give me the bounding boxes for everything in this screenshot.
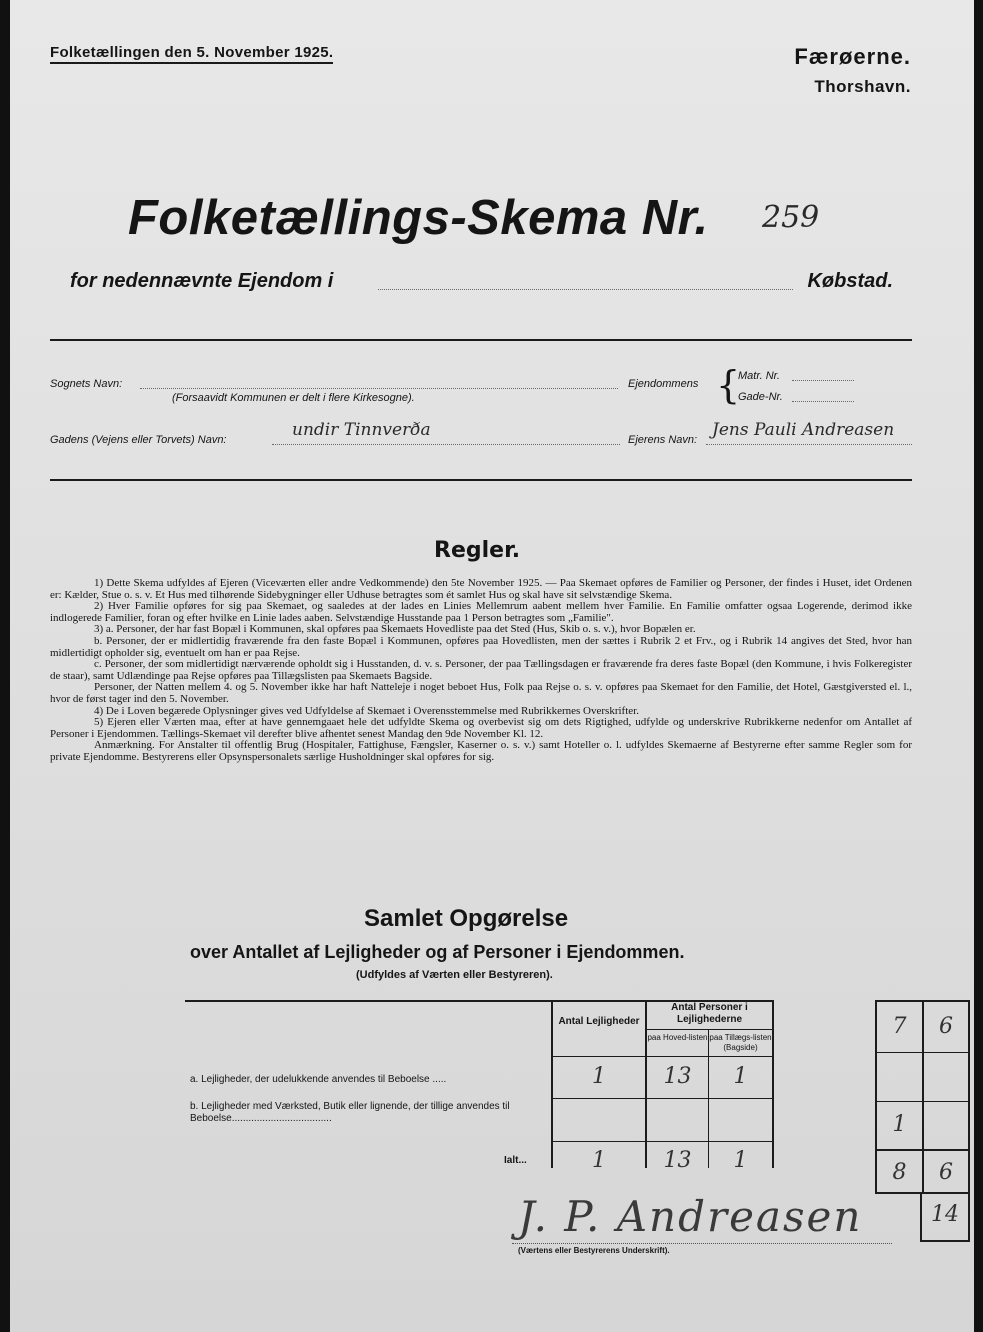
rule-3b: b. Personer, der er midlertidig fraværende fra den faste Bopæl i Kommunen, opføres paa Hovedlisten, men der sættes i Rubrik 2 et Frv., og i Rubrik 14 angives det Sted, hvor han midlertidigt opholder sig, eventuelt om han er paa Rejse. xyxy=(50,634,912,659)
rules-text xyxy=(50,578,912,764)
signature-handwritten: J. P. Andreasen xyxy=(518,1192,863,1241)
street-value-handwritten: undir Tinnverða xyxy=(292,420,431,440)
col-header-tillaegslisten: paa Tillægs-listen (Bagside) xyxy=(709,1033,772,1052)
census-date-header: Folketællingen den 5. November 1925. xyxy=(50,44,333,64)
municipality-dotted-line xyxy=(378,289,793,290)
col-header-antal: Antal Lejligheder xyxy=(558,1016,640,1027)
top-rule xyxy=(50,339,912,341)
owner-label: Ejerens Navn: xyxy=(628,434,698,446)
side-tally-box xyxy=(875,1000,970,1194)
right-scan-edge xyxy=(974,0,983,1332)
signature-line xyxy=(512,1243,892,1244)
left-scan-edge xyxy=(0,0,10,1332)
subtitle-right: Købstad. xyxy=(807,270,893,292)
rule-4: 4) De i Loven begærede Oplysninger gives ved Udfyldelse af Skemaet i Overensstemmelse med Rubrikkernes Overskrifter. xyxy=(94,704,639,717)
rules-heading: Regler. xyxy=(434,538,521,563)
row-a-antal: 1 xyxy=(592,1064,606,1089)
rule-3c: c. Personer, der som midlertidigt nærværende opholdt sig i Husstanden, d. v. s. Personer, der paa Tællingsdagen er fraværende fra deres faste Bopæl (den Kommune, i hvis Folkeregister de staar), samt Udlændinge paa Rejse opføres paa Tillægslisten paa Skemaets Bagside. xyxy=(50,658,912,682)
row-total-hoved: 13 xyxy=(663,1148,692,1173)
gade-nr-dotted-line xyxy=(792,401,854,402)
rule-night: Personer, der Natten mellem 4. og 5. November ikke har haft Natteleje i noget beboet Hus, Folk paa Rejse o. s. v. opføres paa Skemaet for den Familie, det Hotel, Gæstgiversted el. l., hvor de først tager ind den 5. November. xyxy=(50,681,912,705)
matr-nr-dotted-line xyxy=(792,380,854,381)
summary-note: (Udfyldes af Værten eller Bestyreren). xyxy=(356,969,553,981)
parish-dotted-line xyxy=(140,388,618,389)
rule-3a: 3) a. Personer, der har fast Bopæl i Kommunen, skal opføres paa Skemaets Hovedliste paa det Sted (Hus, Skib o. s. v.), hvor Bopælen er. xyxy=(94,623,696,636)
parish-label: Sognets Navn: xyxy=(50,378,123,390)
street-label: Gadens (Vejens eller Torvets) Navn: xyxy=(50,434,227,446)
row-total-label: Ialt... xyxy=(504,1155,527,1166)
row-b-label: b. Lejligheder med Værksted, Butik eller lignende, der tillige anvendes til Beboelse.................................... xyxy=(190,1101,510,1124)
gade-nr-label: Gade-Nr. xyxy=(738,391,783,403)
form-title: Folketællings-Skema Nr. xyxy=(128,191,709,245)
matr-nr-label: Matr. Nr. xyxy=(738,370,780,382)
row-a-label: a. Lejligheder, der udelukkende anvendes til Beboelse ..... xyxy=(190,1074,447,1085)
side-total-value: 14 xyxy=(931,1202,959,1227)
rule-1: 1) Dette Skema udfyldes af Ejeren (Viceværten eller andre Vedkommende) den 5te November 1925. — Paa Skemaet opføres de Familier og Personer, der findes i Huset, idet Ordenen er: Kælder, Stue o. s. v. Et Hus med tilhørende Sidebygninger eller Udhuse betragtes som ét samlet Hus og skal have sit selvstændige Skema. xyxy=(50,577,912,601)
table-row-b-bottom xyxy=(551,1141,773,1142)
side-box-r4-c2: 6 xyxy=(939,1160,953,1185)
side-box-r1-c2: 6 xyxy=(939,1014,953,1039)
row-a-tillaeg: 1 xyxy=(733,1064,748,1089)
table-row-a-bottom xyxy=(551,1098,773,1099)
side-total-box xyxy=(920,1192,970,1242)
row-a-hoved: 13 xyxy=(663,1064,692,1089)
property-brace: { xyxy=(716,363,741,407)
summary-title: Samlet Opgørelse xyxy=(364,905,569,932)
rule-note: Anmærkning. For Anstalter til offentlig Brug (Hospitaler, Fattighuse, Fængsler, Kaserner o. s. v.) samt Hoteller o. l. udfyldes Skemaerne af Bestyrerne efter samme Regler som for private Ejendomme. Bestyrerens eller Opsynspersonalets særlige Husholdninger skal opføres for sig. xyxy=(50,739,912,763)
signature-label: (Værtens eller Bestyrerens Underskrift). xyxy=(518,1246,670,1255)
summary-subtitle: over Antallet af Lejligheder og af Personer i Ejendommen. xyxy=(190,942,685,962)
form-number-handwritten: 259 xyxy=(762,200,820,235)
rule-2: 2) Hver Familie opføres for sig paa Skemaet, og saaledes at der lades en Linies Mellemrum aabent mellem hver Familie. En Familie omfatter ogsaa Logerende, derimod ikke indlogerede Familier, foran og efter hvilke en Linie lades aaben. Selvstændige Husstande paa 1 Person betragtes som „Familie". xyxy=(50,600,912,624)
row-total-antal: 1 xyxy=(592,1148,606,1173)
row-total-tillaeg: 1 xyxy=(733,1148,748,1173)
side-box-r4-c1: 8 xyxy=(892,1160,907,1185)
street-dotted-line xyxy=(272,444,620,445)
owner-value-handwritten: Jens Pauli Andreasen xyxy=(712,420,895,440)
col-header-hovedlisten: paa Hoved-listen xyxy=(647,1033,708,1042)
side-box-r1-c1: 7 xyxy=(892,1014,907,1039)
parish-note: (Forsaavidt Kommunen er delt i flere Kirkesogne). xyxy=(172,392,415,404)
owner-dotted-line xyxy=(706,444,912,445)
side-box-r3-c1: 1 xyxy=(892,1112,907,1137)
table-header-bottom xyxy=(551,1056,773,1057)
col-header-personer: Antal Personer i Lejlighederne xyxy=(671,1002,748,1025)
property-label: Ejendommens xyxy=(628,378,699,390)
town-label: Thorshavn. xyxy=(814,77,911,96)
region-label: Færøerne. xyxy=(794,44,911,69)
table-col-right xyxy=(772,1000,774,1168)
subtitle-left: for nedennævnte Ejendom i xyxy=(70,270,334,292)
rule-5: 5) Ejeren eller Værten maa, efter at have gennemgaaet hele det udfyldte Skema og overbevist sig om dets Rigtighed, udfylde og underskrive Rubrikkerne nedenfor om Antallet af Personer i Ejendommen. Tællings-Skemaet vil derefter blive afhentet senest Mandag den 9de November Kl. 12. xyxy=(50,716,912,740)
middle-rule xyxy=(50,479,912,481)
table-sub-header-line xyxy=(645,1029,773,1030)
